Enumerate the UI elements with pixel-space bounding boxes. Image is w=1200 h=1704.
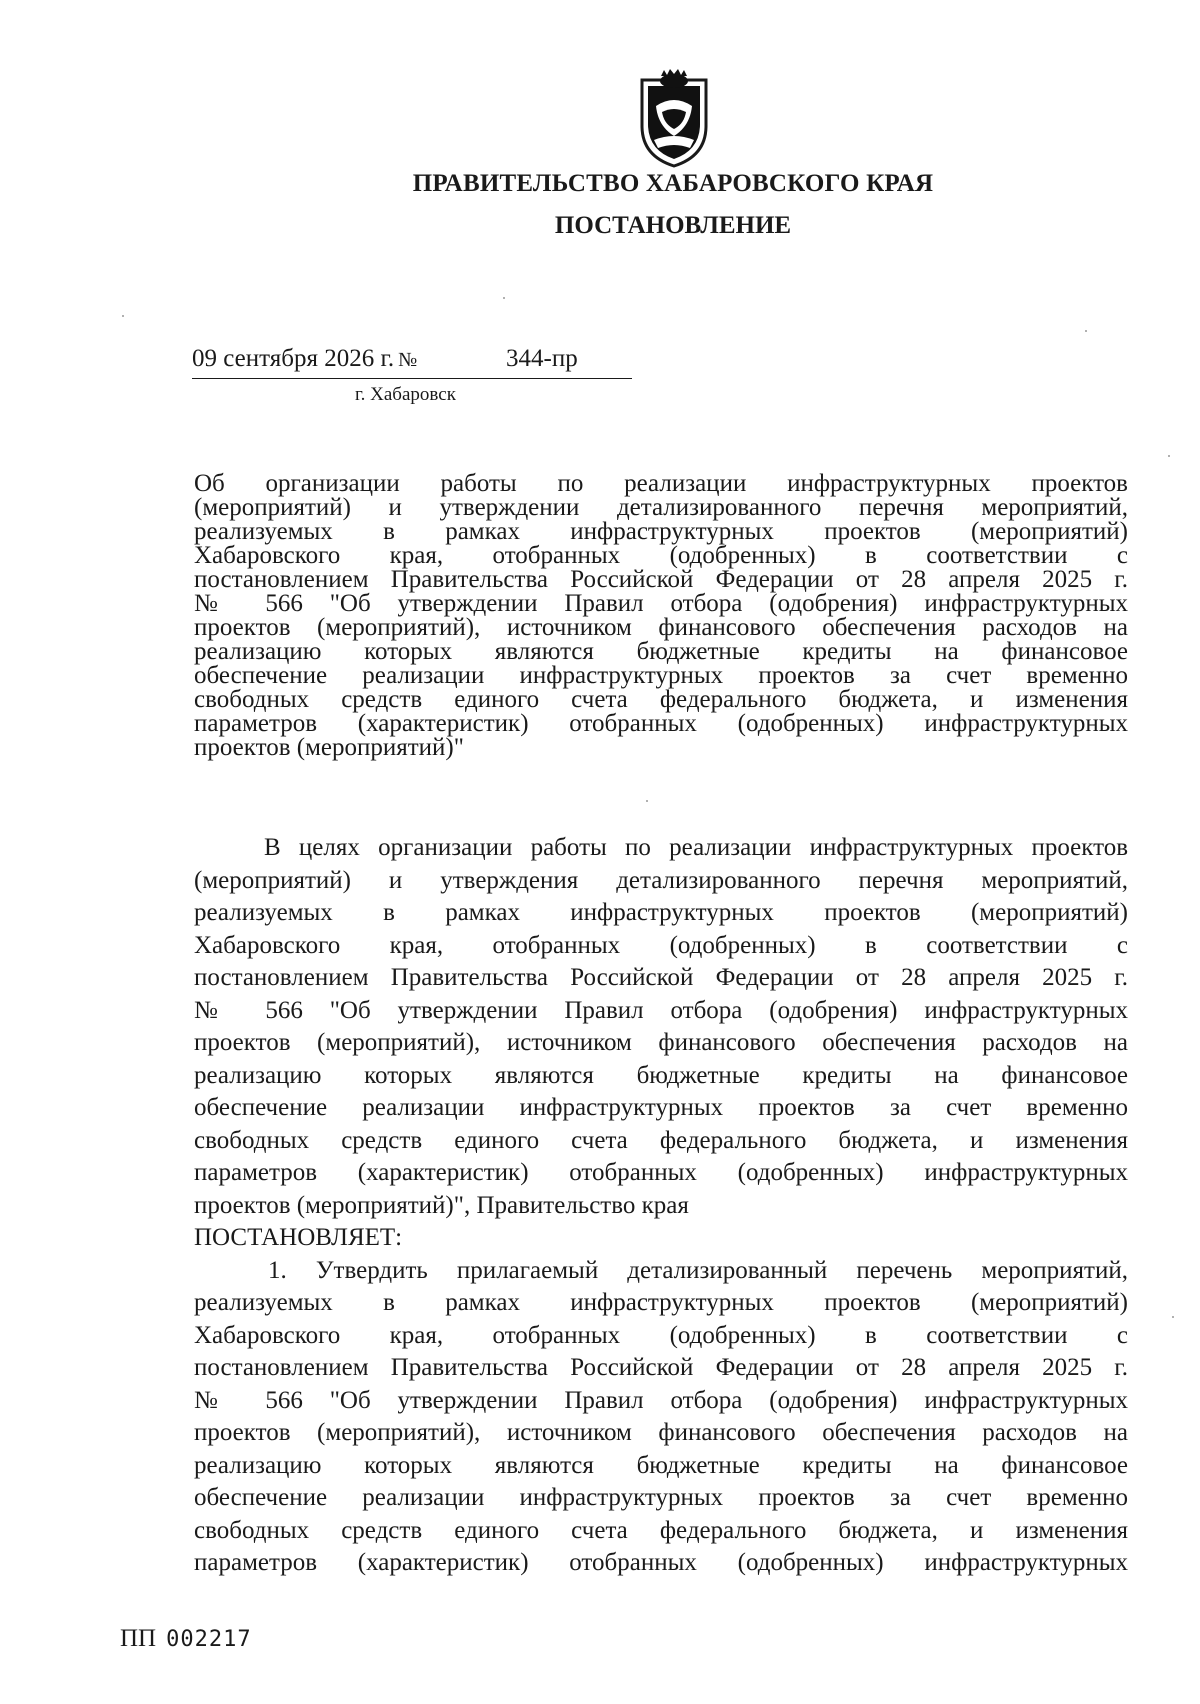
form-serial [120, 1625, 252, 1653]
subject-line: параметров (характеристик) отобранных (одобренных) инфраструктурных [194, 710, 1128, 737]
scan-speck [503, 297, 505, 299]
resolves-heading: ПОСТАНОВЛЯЕТ: [194, 1224, 403, 1251]
item-1-line: проектов (мероприятий), источником финансового обеспечения расходов на [194, 1419, 1128, 1446]
preamble-line: реализуемых в рамках инфраструктурных проектов (мероприятий) [194, 899, 1128, 926]
item-1-line: реализуемых в рамках инфраструктурных проектов (мероприятий) [194, 1289, 1128, 1316]
preamble-line: параметров (характеристик) отобранных (одобренных) инфраструктурных [194, 1159, 1128, 1186]
decree-body [194, 832, 1128, 1580]
decree-subject [194, 472, 1128, 760]
decree-number: 344-пр [506, 345, 578, 372]
subject-line: постановлением Правительства Российской Федерации от 28 апреля 2025 г. [194, 566, 1128, 593]
government-title: ПРАВИТЕЛЬСТВО ХАБАРОВСКОГО КРАЯ [412, 170, 934, 197]
preamble-line: № 566 "Об утверждении Правил отбора (одобрения) инфраструктурных [194, 996, 1128, 1024]
document-type-title: ПОСТАНОВЛЕНИЕ [554, 212, 792, 239]
preamble-line: проектов (мероприятий), источником финансового обеспечения расходов на [194, 1029, 1128, 1056]
subject-line: обеспечение реализации инфраструктурных проектов за счет временно [194, 662, 1128, 689]
subject-line: реализуемых в рамках инфраструктурных проектов (мероприятий) [194, 518, 1128, 545]
form-serial-number: 002217 [166, 1627, 252, 1652]
preamble-paragraph [194, 832, 1128, 1222]
decree-date: 09 сентября 2026 г. [192, 345, 395, 372]
preamble-line: В целях организации работы по реализации инфраструктурных проектов [264, 834, 1128, 861]
item-1-line: Хабаровского края, отобранных (одобренных) в соответствии с [194, 1321, 1128, 1349]
form-series: ПП [120, 1625, 157, 1652]
item-1-line: постановлением Правительства Российской Федерации от 28 апреля 2025 г. [194, 1354, 1128, 1381]
item-1-line: реализацию которых являются бюджетные кредиты на финансовое [194, 1451, 1128, 1479]
preamble-line: реализацию которых являются бюджетные кредиты на финансовое [194, 1061, 1128, 1089]
details-underline [192, 378, 632, 379]
coat-of-arms-emblem-icon [632, 66, 716, 170]
scan-speck [1085, 330, 1087, 332]
item-1-line: № 566 "Об утверждении Правил отбора (одобрения) инфраструктурных [194, 1386, 1128, 1414]
preamble-line: свободных средств единого счета федерального бюджета, и изменения [194, 1126, 1128, 1154]
preamble-line: постановлением Правительства Российской Федерации от 28 апреля 2025 г. [194, 964, 1128, 991]
item-1-line: обеспечение реализации инфраструктурных проектов за счет временно [194, 1484, 1128, 1511]
issue-city: г. Хабаровск [355, 384, 456, 405]
subject-line: Хабаровского края, отобранных (одобренных) в соответствии с [194, 542, 1128, 569]
item-1-line: параметров (характеристик) отобранных (одобренных) инфраструктурных [194, 1549, 1128, 1576]
subject-line: проектов (мероприятий)" [194, 734, 464, 761]
subject-line: проектов (мероприятий), источником финансового обеспечения расходов на [194, 614, 1128, 641]
subject-line: № 566 "Об утверждении Правил отбора (одобрения) инфраструктурных [194, 590, 1128, 617]
subject-line: Об организации работы по реализации инфраструктурных проектов [194, 470, 1128, 497]
subject-line: свободных средств единого счета федерального бюджета, и изменения [194, 686, 1128, 713]
preamble-line: проектов (мероприятий)", Правительство края [194, 1191, 689, 1219]
subject-line: (мероприятий) и утверждении детализированного перечня мероприятий, [194, 494, 1128, 521]
number-sign: № [398, 349, 418, 371]
subject-line: реализацию которых являются бюджетные кредиты на финансовое [194, 638, 1128, 665]
preamble-line: Хабаровского края, отобранных (одобренных) в соответствии с [194, 931, 1128, 959]
preamble-line: (мероприятий) и утверждения детализированного перечня мероприятий, [194, 866, 1128, 894]
item-1-paragraph [194, 1255, 1128, 1580]
scan-speck [122, 315, 124, 317]
decree-details-line [192, 345, 578, 373]
scan-speck [1172, 1316, 1174, 1318]
scan-speck [646, 800, 648, 802]
item-1-line: 1. Утвердить прилагаемый детализированный перечень мероприятий, [268, 1256, 1128, 1284]
item-1-line: свободных средств единого счета федерального бюджета, и изменения [194, 1516, 1128, 1544]
scan-speck [1168, 455, 1170, 457]
preamble-line: обеспечение реализации инфраструктурных проектов за счет временно [194, 1094, 1128, 1121]
